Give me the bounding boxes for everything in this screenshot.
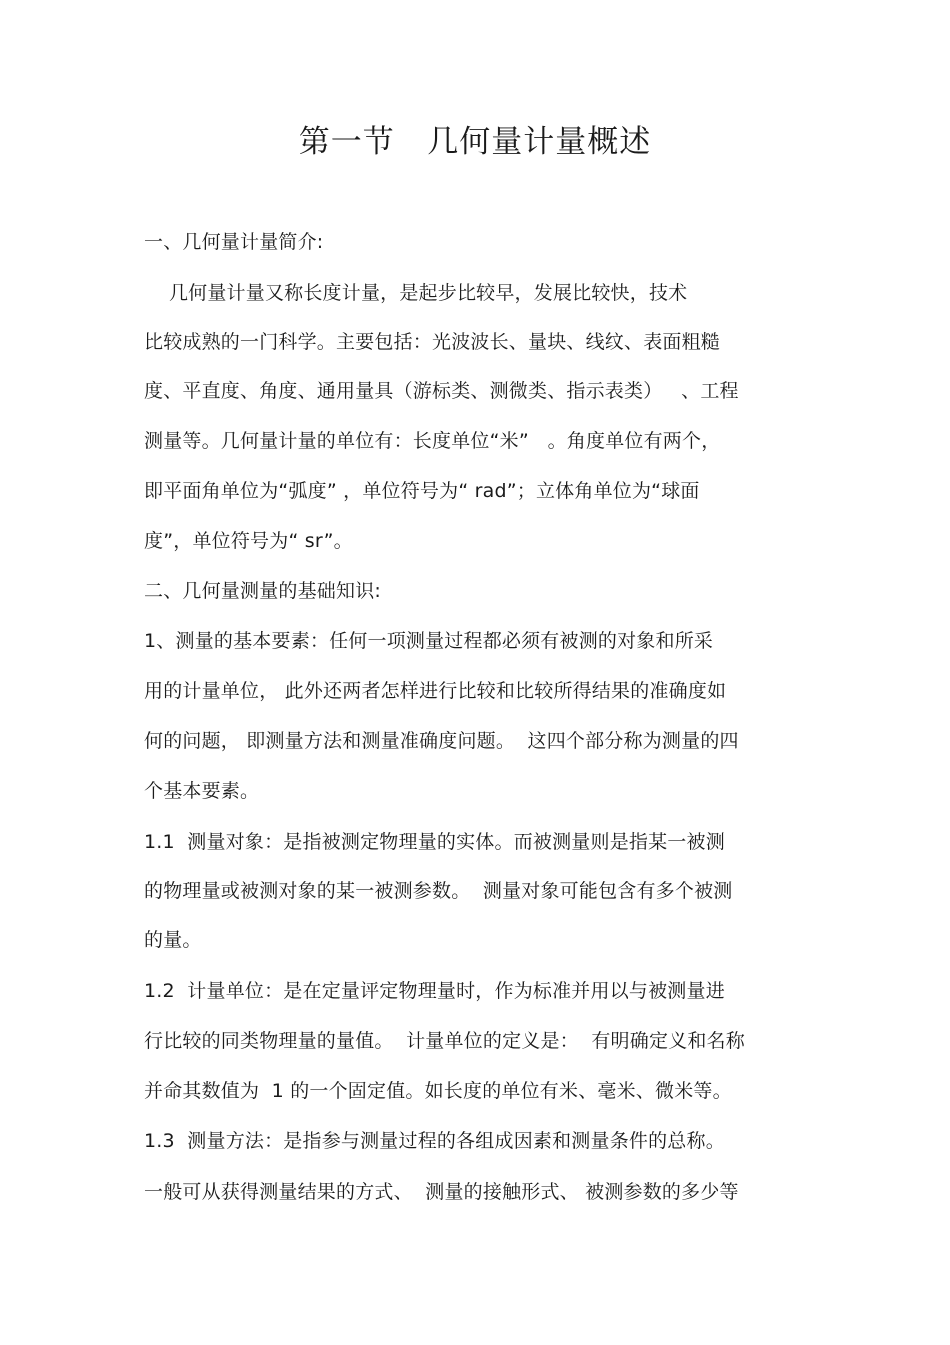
paragraph-line: 1.1 测量对象：是指被测定物理量的实体。而被测量则是指某一被测 [144, 831, 725, 853]
paragraph-line: 即平面角单位为“弧度” ，单位符号为“ rad”；立体角单位为“球面 [144, 480, 700, 502]
paragraph-line: 1、测量的基本要素：任何一项测量过程都必须有被测的对象和所采 [144, 630, 714, 652]
paragraph-line: 几何量计量又称长度计量，是起步比较早，发展比较快，技术 [144, 282, 688, 304]
paragraph-line: 一般可从获得测量结果的方式、 测量的接触形式、 被测参数的多少等 [144, 1181, 739, 1203]
paragraph-line: 个基本要素。 [144, 780, 260, 802]
paragraph-line: 测量等。几何量计量的单位有：长度单位“米” 。角度单位有两个， [144, 430, 721, 452]
paragraph-line: 1.3 测量方法：是指参与测量过程的各组成因素和测量条件的总称。 [144, 1130, 725, 1152]
paragraph-line: 用的计量单位， 此外还两者怎样进行比较和比较所得结果的准确度如 [144, 680, 727, 702]
section-heading: 二、几何量测量的基础知识: [144, 580, 382, 602]
paragraph-line: 比较成熟的一门科学。主要包括：光波波长、量块、线纹、表面粗糙 [144, 331, 721, 353]
paragraph-line: 行比较的同类物理量的量值。 计量单位的定义是： 有明确定义和名称 [144, 1030, 745, 1052]
paragraph-line: 度”，单位符号为“ sr”。 [144, 530, 353, 552]
section-heading: 一、几何量计量简介: [144, 231, 324, 253]
paragraph-line: 的物理量或被测对象的某一被测参数。 测量对象可能包含有多个被测 [144, 880, 733, 902]
paragraph-line: 并命其数值为 1 的一个固定值。如长度的单位有米、毫米、微米等。 [144, 1080, 732, 1102]
paragraph-line: 1.2 计量单位：是在定量评定物理量时，作为标准并用以与被测量进 [144, 980, 725, 1002]
paragraph-line: 的量。 [144, 929, 202, 951]
paragraph-line: 何的问题， 即测量方法和测量准确度问题。 这四个部分称为测量的四 [144, 730, 739, 752]
page-title: 第一节 几何量计量概述 [298, 124, 652, 160]
paragraph-line: 度、平直度、角度、通用量具（游标类、测微类、指示表类） 、工程 [144, 380, 739, 402]
